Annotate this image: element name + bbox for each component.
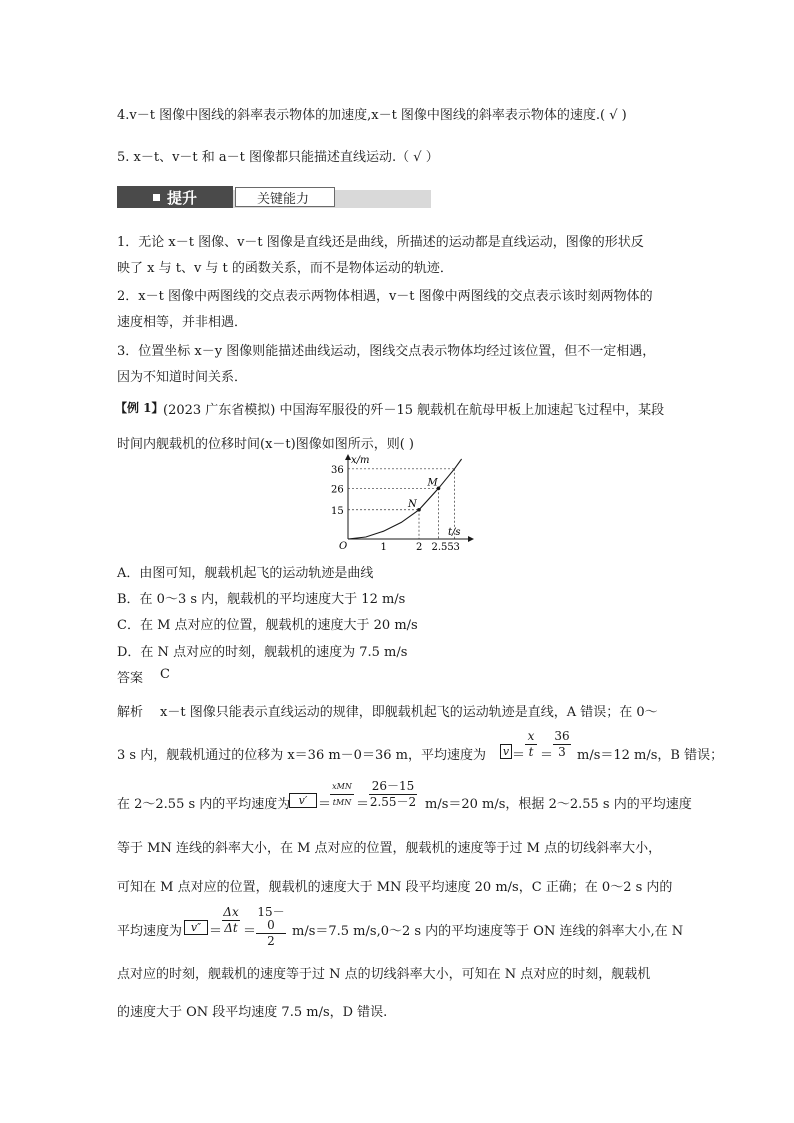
equals-sign: ＝ <box>540 748 554 763</box>
analysis-line-3-b: m/s＝20 m/s，根据 2～2.55 s 内的平均速度 <box>425 797 692 812</box>
banner-title: 提升 <box>167 189 198 207</box>
answer-value: C <box>160 667 170 682</box>
chord-mn <box>419 488 439 509</box>
fraction-numerator: 36 <box>554 729 570 743</box>
equals-sign: ＝ <box>512 748 526 763</box>
point-label-N: N <box>408 498 417 510</box>
point-2-line-1: 2．x－t 图像中两图线的交点表示两物体相遇，v－t 图像中两图线的交点表示该时刻两物体的 <box>117 289 653 304</box>
banner-square-icon <box>153 194 160 201</box>
example-line-2: 时间内舰载机的位移时间(x－t)图像如图所示，则( ) <box>117 437 414 452</box>
y-tick-label: 26 <box>331 484 344 496</box>
equals-sign: ＝ <box>356 797 370 812</box>
fraction-denominator: 3 <box>558 745 566 759</box>
y-tick-label: 36 <box>331 464 344 476</box>
example-line-1: (2023 广东省模拟) 中国海军服役的歼－15 舰载机在航母甲板上加速起飞过程中，某段 <box>163 403 665 418</box>
fraction-xmn-over-tmn <box>330 780 354 809</box>
fraction-denominator: t <box>528 745 534 759</box>
xt-curve <box>348 459 462 539</box>
fraction-denominator: Δt <box>224 921 238 935</box>
analysis-line-5: 可知在 M 点对应的位置，舰载机的速度大于 MN 段平均速度 20 m/s，C 正确；在 0～2 s 内的 <box>117 880 673 895</box>
example-label: 【例 1】 <box>115 401 164 415</box>
point-3-line-1: 3．位置坐标 x－y 图像则能描述曲线运动，图线交点表示物体均经过该位置，但不一定相遇， <box>117 344 656 359</box>
point-1-line-1: 1．无论 x－t 图像、v－t 图像是直线还是曲线，所描述的运动都是直线运动，图像的形状反 <box>117 235 644 250</box>
option-c: C．在 M 点对应的位置，舰载机的速度大于 20 m/s <box>117 618 418 633</box>
point-N <box>417 508 421 512</box>
analysis-line-1: x－t 图像只能表示直线运动的规律，即舰载机起飞的运动轨迹是直线，A 错误；在 0～ <box>160 705 658 720</box>
avg-velocity-box: v″ <box>184 920 208 935</box>
avg-velocity-box: v′ <box>289 793 317 808</box>
x-tick-label: 1 <box>380 542 387 553</box>
fraction-bar <box>330 794 354 795</box>
equals-sign: ＝ <box>209 924 223 939</box>
y-axis-label: x/m <box>351 455 370 466</box>
fraction-denominator: tMN <box>332 798 352 807</box>
x-tick-label: 3 <box>453 542 460 553</box>
fraction-36-over-3 <box>553 730 571 759</box>
judge-statement-4: 4.v－t 图像中图线的斜率表示物体的加速度,x－t 图像中图线的斜率表示物体的速度.( √ ) <box>117 108 627 123</box>
point-2-line-2: 速度相等，并非相遇． <box>117 315 248 330</box>
point-3-line-2: 因为不知道时间关系． <box>117 370 248 385</box>
avg-velocity-box: v <box>500 744 512 759</box>
fraction-numerator: Δx <box>223 905 239 919</box>
x-tick-label: 2 <box>416 542 423 553</box>
analysis-line-8: 的速度大于 ON 段平均速度 7.5 m/s，D 错误. <box>117 1005 388 1020</box>
fraction-x-over-t <box>525 730 537 759</box>
equals-sign: ＝ <box>318 797 332 812</box>
point-label-M: M <box>427 477 438 489</box>
fraction-numerator: xMN <box>332 782 352 791</box>
fraction-numerator: 26－15 <box>371 779 415 793</box>
fraction-denominator: 2 <box>267 934 275 948</box>
analysis-line-3-a: 在 2～2.55 s 内的平均速度为 <box>117 797 291 812</box>
analysis-line-2-a: 3 s 内，舰载机通过的位移为 x＝36 m－0＝36 m，平均速度为 <box>117 748 486 763</box>
fraction-numerator: 15－0 <box>257 905 285 932</box>
equals-sign: ＝ <box>243 924 257 939</box>
fraction-26-15 <box>369 780 417 809</box>
option-d: D．在 N 点对应的时刻，舰载机的速度为 7.5 m/s <box>117 645 408 660</box>
fraction-15-0-over-2 <box>256 906 286 948</box>
section-banner <box>117 186 431 208</box>
x-axis-label: t/s <box>448 527 461 538</box>
analysis-line-6-b: m/s＝7.5 m/s,0～2 s 内的平均速度等于 ON 连线的斜率大小,在 N <box>292 924 684 939</box>
x-tick-label: 2.55 <box>431 542 454 553</box>
banner-subtitle: 关键能力 <box>257 192 310 207</box>
y-tick-label: 15 <box>331 505 344 517</box>
analysis-line-4: 等于 MN 连线的斜率大小，在 M 点对应的位置，舰载机的速度等于过 M 点的切线斜率大小， <box>117 841 662 856</box>
option-b: B．在 0～3 s 内，舰载机的平均速度大于 12 m/s <box>117 592 406 607</box>
option-a: A．由图可知，舰载机起飞的运动轨迹是曲线 <box>117 566 374 581</box>
judge-statement-5: 5. x－t、v－t 和 a－t 图像都只能描述直线运动.（ √ ） <box>117 150 439 165</box>
origin-label: O <box>339 541 348 552</box>
banner-dark-bar <box>117 186 233 208</box>
point-1-line-2: 映了 x 与 t、v 与 t 的函数关系，而不是物体运动的轨迹． <box>117 261 453 276</box>
analysis-line-6-a: 平均速度为 <box>117 924 183 939</box>
fraction-denominator: 2.55－2 <box>369 795 417 809</box>
answer-label: 答案 <box>117 671 144 686</box>
analysis-line-2-b: m/s＝12 m/s，B 错误； <box>577 748 724 763</box>
analysis-line-7: 点对应的时刻，舰载机的速度等于过 N 点的切线斜率大小，可知在 N 点对应的时刻，舰载机 <box>117 967 651 982</box>
analysis-label: 解析 <box>117 705 144 720</box>
fraction-numerator: x <box>527 729 535 743</box>
fraction-dx-over-dt <box>222 906 240 935</box>
xt-chart <box>328 451 488 551</box>
